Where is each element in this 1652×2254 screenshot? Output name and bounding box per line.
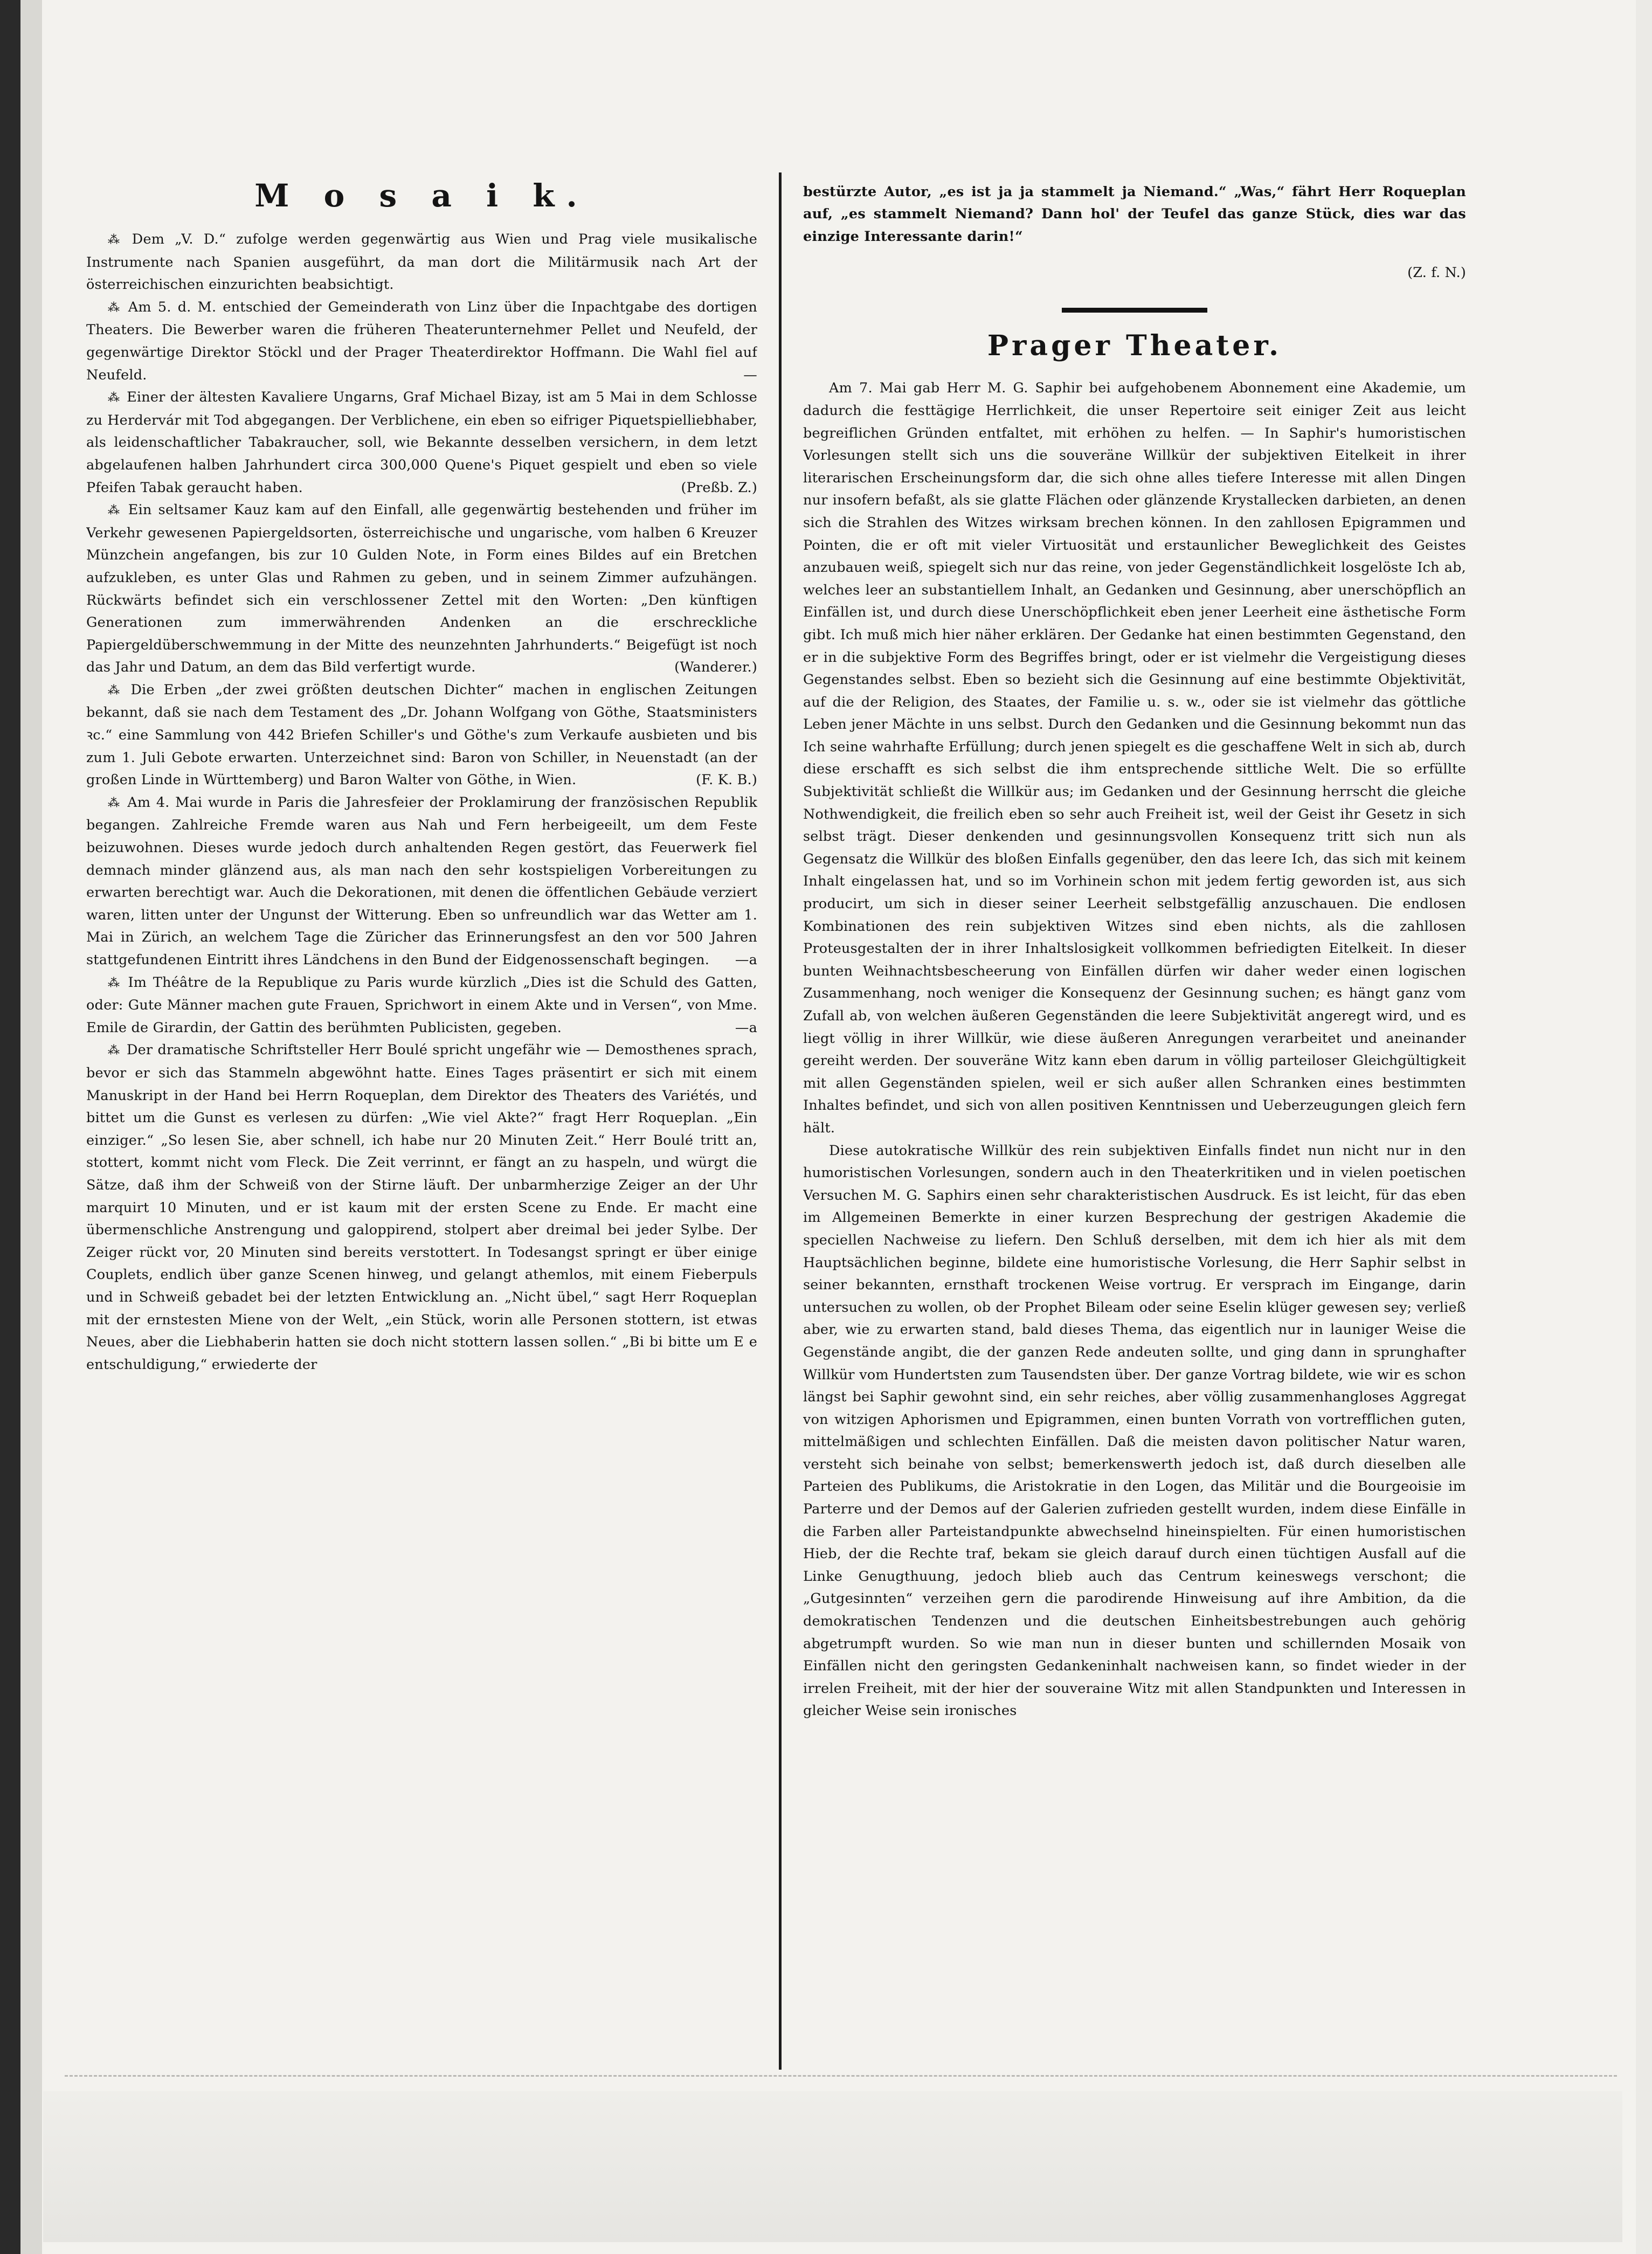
asterism-icon: ⁂: [108, 504, 121, 518]
scan-edge-shadow: [20, 0, 42, 2254]
asterism-icon: ⁂: [108, 796, 120, 810]
scan-bottom-margin: [43, 2091, 1622, 2242]
mosaik-item: ⁂ Ein seltsamer Kauz kam auf den Einfall, alle gegenwärtig bestehenden und früher im Verkehr gewesenen Papiergeldsorten, österreichische und ungarische, vom halben 6 Kreuzer Münzchein angefangen, bis zur 10 Gulden Note, in Form eines Bildes auf ein Bretchen aufzukleben, es unter Glas und Rahmen zu geben, und in seinem Zimmer aufzuhängen. Rückwärts befindet sich ein verschlossener Zettel mit den Worten: „Den künftigen Generationen zum immerwährenden Andenken an die erschreckliche Papiergeldüberschwemmung in der Mitte des neunzehnten Jahrhunderts.“ Beigefügt ist noch das Jahr und Datum, an dem das Bild verfertigt wurde. (Wanderer.): [86, 502, 757, 676]
mosaik-item: ⁂ Am 4. Mai wurde in Paris die Jahresfeier der Proklamirung der französischen Republik begangen. Zahlreiche Fremde waren aus Nah und Fern herbeigeeilt, um dem Feste beizuwohnen. Dieses wurde jedoch durch anhaltenden Regen gestört, das Feuerwerk fiel demnach minder glänzend aus, als man nach den sehr kostspieligen Vorbereitungen zu erwarten berechtigt war. Auch die Dekorationen, mit denen die öffentlichen Gebäude verziert waren, litten unter der Ungunst der Witterung. Eben so unfreundlich war das Wetter am 1. Mai in Zürich, an welchem Tage die Züricher das Erinnerungsfest an den vor 500 Jahren stattgefundenen Eintritt ihres Ländchens in den Bund der Eidgenossenschaft begingen. —a: [86, 794, 757, 968]
section-separator: [1062, 308, 1207, 313]
scan-edge-right: [1636, 0, 1652, 2254]
asterism-icon: ⁂: [108, 301, 121, 315]
left-column: [86, 167, 757, 2086]
newspaper-page: [86, 135, 1466, 2054]
mosaik-item: ⁂ Dem „V. D.“ zufolge werden gegenwärtig aus Wien und Prag viele musikalische Instrumente nach Spanien ausgeführt, da man dort die Militärmusik nach Art der österreichischen einzurichten beabsichtigt.: [86, 231, 757, 293]
asterism-icon: ⁂: [108, 1044, 119, 1058]
prager-theater-heading: Prager Theater.: [987, 329, 1282, 363]
article-paragraph: Diese autokratische Willkür des rein subjektiven Einfalls findet nun nicht nur in den humoristischen Vorlesungen, sondern auch in den Theaterkritiken und in vielen poetischen Versuchen M. G. Saphirs einen sehr charakteristischen Ausdruck. Es ist leicht, für das eben im Allgemeinen Bemerkte in einer kurzen Besprechung der gestrigen Akademie die speciellen Nachweise zu liefern. Den Schluß derselben, mit dem ich hier als mit dem Hauptsächlichen beginne, bildete eine humoristische Vorlesung, die Herr Saphir selbst in seiner bekannten, ernsthaft trockenen Weise vortrug. Er versprach im Eingange, darin untersuchen zu wollen, ob der Prophet Bileam oder seine Eselin klüger gewesen sey; verließ aber, wie zu erwarten stand, bald dieses Thema, das eigentlich nur in launiger Weise die Gegenstände angibt, die der ganzen Rede andeuten sollte, und ging dann in sprunghafter Willkür vom Hundertsten zum Tausendsten über. Der ganze Vortrag bildete, wie wir es schon längst bei Saphir gewohnt sind, ein sehr reiches, aber völlig zusammenhangloses Aggregat von witzigen Aphorismen und Epigrammen, einen bunten Vorrath von vortrefflichen guten, mittelmäßigen und schlechten Einfällen. Daß die meisten davon politischer Natur waren, versteht sich beinahe von selbst; bemerkenswerth jedoch ist, daß durch dieselben alle Parteien des Publikums, die Aristokratie in den Logen, das Militär und die Bourgeoisie im Parterre und der Demos auf der Galerien zufrieden gestellt wurden, indem diese Einfälle in die Farben aller Parteistandpunkte abwechselnd hineinspielten. Für einen humoristischen Hieb, der die Rechte traf, bekam sie gleich darauf durch einen tüchtigen Ausfall auf die Linke Genugthuung, jedoch blieb auch das Centrum keineswegs verschont; die „Gutgesinnten“ verzeihen gern die parodirende Hinweisung auf ihre Ambition, da die demokratischen Tendenzen und die deutschen Einheitsbestrebungen auch gehörig abgetrumpft wurden. So wie man nun in dieser bunten und schillernden Mosaik von Einfällen nicht den geringsten Gedankeninhalt nachweisen kann, so findet wieder in der irrelen Freiheit, mit der hier der souveraine Witz mit allen Standpunkten und Interessen in gleicher Weise sein ironisches: [803, 1142, 1466, 1719]
mosaik-item: ⁂ Im Théâtre de la Republique zu Paris wurde kürzlich „Dies ist die Schuld des Gatten, oder: Gute Männer machen gute Frauen, Sprichwort in einem Akte und in Versen“, von Mme. Emile de Girardin, der Gattin des berühmten Publicisten, gegeben. —a: [86, 974, 757, 1036]
article-paragraph: Am 7. Mai gab Herr M. G. Saphir bei aufgehobenem Abonnement eine Akademie, um dadurch die festtägige Herrlichkeit, die unser Repertoire seit einiger Zeit aus leicht begreiflichen Gründen entfaltet, mit erhöhen zu helfen. — In Saphir's humoristischen Vorlesungen stellt sich uns die souveräne Willkür der subjektiven Eitelkeit in ihrer literarischen Erscheinungsform dar, die sich ohne alles tiefere Interesse mit allen Dingen nur insofern befaßt, als sie glatte Flächen oder glänzende Krystallecken darbieten, an denen sich die Strahlen des Witzes wirksam brechen können. In den zahllosen Epigrammen und Pointen, die er oft mit vieler Virtuosität und erstaunlicher Beweglichkeit des Geistes anzubauen weiß, spiegelt sich nur das reine, von jeder Gegenständlichkeit losgelöste Ich ab, welches leer an substantiellem Inhalt, an Gedanken und Gesinnung, aber unerschöpflich an Einfällen ist, und durch diese Unerschöpflichkeit eben jener Leerheit eine ästhetische Form gibt. Ich muß mich hier näher erklären. Der Gedanke hat einen bestimmten Gegenstand, den er in die subjektive Form des Begriffes bringt, oder er ist vielmehr die Vergeistigung dieses Gegenstandes selbst. Eben so bezieht sich die Gesinnung auf eine bestimmte Objektivität, auf die der Religion, des Staates, der Familie u. s. w., oder sie ist vielmehr das göttliche Leben jener Mächte in uns selbst. Durch den Gedanken und die Gesinnung bekommt nun das Ich seine wahrhafte Erfüllung; durch jenen spiegelt es die geschaffene Welt in sich ab, durch diese erschafft es sich selbst die ihm entsprechende sittliche Welt. Die so erfüllte Subjektivität schließt die Willkür aus; im Gedanken und der Gesinnung herrscht die gleiche Nothwendigkeit, die freilich eben so sehr auch Freiheit ist, weil der Geist ihr Gesetz in sich selbst trägt. Dieser denkenden und gesinnungsvollen Konsequenz tritt sich nun als Gegensatz die Willkür des bloßen Einfalls gegenüber, den das leere Ich, das sich mit keinem Inhalt eingelassen hat, und so im Vorhinein schon mit jedem fertig geworden ist, aus sich producirt, um sich in dieser seiner Leerheit selbstgefällig anzuschauen. Die endlosen Kombinationen des rein subjektiven Witzes sind eben nichts, als die zahllosen Proteusgestalten der in ihrer Inhaltslosigkeit vollkommen befriedigten Eitelkeit. In dieser bunten Weihnachtsbescheerung von Einfällen dürfen wir daher weder einen logischen Zusammenhang, noch weniger die Konsequenz der Gesinnung suchen; es hängt ganz vom Zufall ab, von welchen äußeren Gegenständen die leere Subjektivität angeregt wird, und es liegt völlig in ihrer Willkür, wie diese äußeren Anregungen verarbeitet und aneinander gereiht werden. Der souveräne Witz kann eben darum in völlig parteiloser Gleichgültigkeit mit allen Gegenständen spielen, weil er sich außer allen Schranken eines bestimmten Inhaltes befindet, und sich von allen positiven Kenntnissen und Ueberzeugungen gleich fern hält.: [803, 380, 1466, 1136]
continuation-source: (Z. f. N.): [1407, 264, 1466, 281]
continuation-text: bestürzte Autor, „es ist ja ja stammelt ja Niemand.“ „Was,“ fährt Herr Roqueplan auf, „es stammelt Niemand? Dann hol' der Teufel das ganze Stück, dies war das einzige Interessante darin!“: [803, 183, 1466, 245]
column-divider: [779, 172, 782, 2070]
right-column: [803, 167, 1466, 2086]
mosaik-item: ⁂ Der dramatische Schriftsteller Herr Boulé spricht ungefähr wie — Demosthenes sprach, bevor er sich das Stammeln abgewöhnt hatte. Eines Tages präsentirt er sich mit einem Manuskript in der Hand bei Herrn Roqueplan, dem Direktor des Theaters des Variétés, und bittet um die Gunst es verlesen zu dürfen: „Wie viel Akte?“ fragt Herr Roqueplan. „Ein einziger.“ „So lesen Sie, aber schnell, ich habe nur 20 Minuten Zeit.“ Herr Boulé tritt an, stottert, kommt nicht vom Fleck. Die Zeit verrinnt, er fängt an zu haspeln, und würgt die Sätze, daß ihm der Schweiß von der Stirne läuft. Der unbarmherzige Zeiger an der Uhr marquirt 10 Minuten, und er ist kaum mit der ersten Scene zu Ende. Er macht eine übermenschliche Anstrengung und galoppirend, stolpert aber dreimal bei jeder Sylbe. Der Zeiger rückt vor, 20 Minuten sind bereits verstottert. In Todesangst springt er über einige Couplets, endlich über ganze Scenen hinweg, und gelangt athemlos, mit einem Fieberpuls und in Schweiß gebadet bei der letzten Entwicklung an. „Nicht übel,“ sagt Herr Roqueplan mit der ernstesten Miene von der Welt, „ein Stück, worin alle Personen stottern, ist etwas Neues, aber die Liebhaberin hatten sie doch nicht stottern lassen sollen.“ „Bi bi bitte um E e entschuldigung,“ erwiederte der: [86, 1042, 757, 1373]
asterism-icon: ⁂: [108, 233, 125, 247]
mosaik-item: ⁂ Am 5. d. M. entschied der Gemeinderath von Linz über die Inpachtgabe des dortigen Theaters. Die Bewerber waren die früheren Theaterunternehmer Pellet und Neufeld, der gegenwärtige Direktor Stöckl und der Prager Theaterdirektor Hoffmann. Die Wahl fiel auf Neufeld. —: [86, 299, 757, 383]
asterism-icon: ⁂: [108, 391, 120, 405]
asterism-icon: ⁂: [108, 683, 123, 697]
scan-bottom-border: [65, 2075, 1617, 2078]
mosaik-heading: M o s a i k.: [254, 177, 589, 214]
mosaik-item: ⁂ Einer der ältesten Kavaliere Ungarns, Graf Michael Bizay, ist am 5 Mai in dem Schlosse zu Herdervár mit Tod abgegangen. Der Verblichene, ein eben so eifriger Piquetspielliebhaber, als leidenschaftlicher Tabakraucher, soll, wie Bekannte desselben versichern, in dem letzt abgelaufenen halben Jahrhundert circa 300,000 Quene's Piquet gespielt und eben so viele Pfeifen Tabak geraucht haben. (Preßb. Z.): [86, 389, 757, 496]
asterism-icon: ⁂: [108, 976, 121, 990]
mosaik-item: ⁂ Die Erben „der zwei größten deutschen Dichter“ machen in englischen Zeitungen bekannt, daß sie nach dem Testament des „Dr. Johann Wolfgang von Göthe, Staatsministers ꝛc.“ eine Sammlung von 442 Briefen Schiller's und Göthe's zum Verkaufe ausbieten und bis zum 1. Juli Gebote erwarten. Unterzeichnet sind: Baron von Schiller, in Neuenstadt (an der großen Linde in Württemberg) und Baron Walter von Göthe, in Wien. (F. K. B.): [86, 681, 757, 789]
scan-edge-left: [0, 0, 20, 2254]
